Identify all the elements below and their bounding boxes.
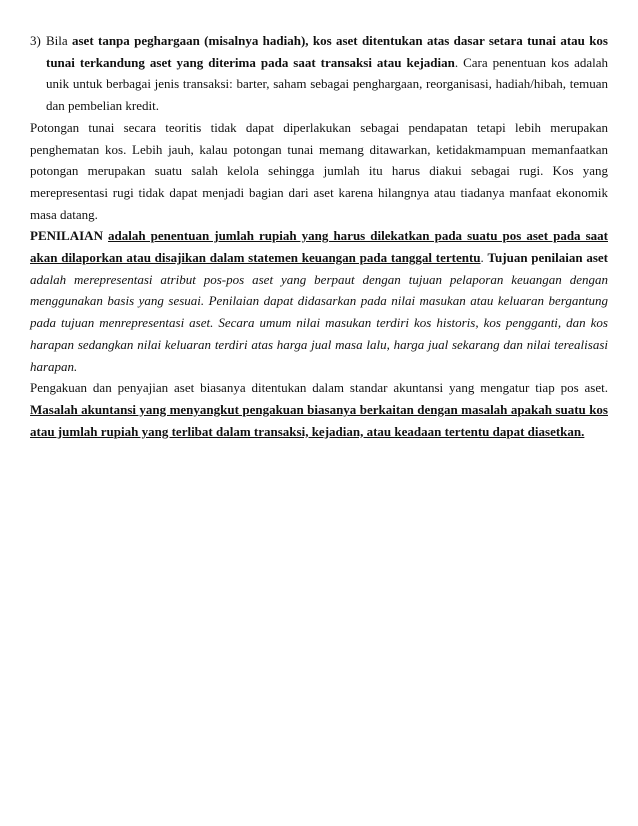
paragraph-penilaian bbox=[30, 225, 608, 377]
penilaian-definition: adalah penentuan jumlah rupiah yang harus dilekatkan pada suatu pos aset pada saat akan dilaporkan atau disajikan dalam statemen keuangan pada tanggal tertentu bbox=[30, 228, 608, 266]
list-number: 3) bbox=[30, 33, 41, 48]
list-item-3 bbox=[30, 30, 608, 117]
penilaian-term: PENILAIAN bbox=[30, 228, 103, 244]
item3-rest: . Cara penentuan kos adalah unik untuk berbagai jenis transaksi: barter, saham sebagai penghargaan, reorganisasi, hadiah/hibah, temuan dan pembelian kredit. bbox=[46, 54, 608, 114]
pengakuan-text: Pengakuan dan penyajian aset biasanya ditentukan dalam standar akuntansi yang mengatur tiap pos aset. bbox=[30, 380, 608, 396]
pengakuan-bold-statement: Masalah akuntansi yang menyangkut pengakuan biasanya berkaitan dengan masalah apakah suatu kos atau jumlah rupiah yang terlibat dalam transaksi, kejadian, atau keadaan tertentu dapat diasetkan. bbox=[30, 401, 608, 439]
tujuan-penilaian-label: Tujuan penilaian aset bbox=[487, 250, 608, 266]
potongan-text: Potongan tunai secara teoritis tidak dapat diperlakukan sebagai pendapatan tetapi lebih merupakan penghematan kos. Lebih jauh, kalau potongan tunai memang ditawarkan, ketidakmampuan memanfaatkan potongan merupakan suatu salah kelola sehingga jumlah itu harus diakui sebagai rugi. Kos yang merepresentasi rugi tidak dapat menjadi bagian dari aset karena hilangnya atau tiadanya manfaat ekonomik masa datang. bbox=[30, 119, 608, 222]
penilaian-italic-text: adalah merepresentasi atribut pos-pos aset yang berpaut dengan tujuan pelaporan keuangan dengan menggunakan basis yang sesuai. Penilaian dapat didasarkan pada nilai masukan atau keluaran bergantung pada tujuan menrepresentasi aset. Secara umum nilai masukan terdiri kos historis, kos pengganti, dan kos harapan sedangkan nilai keluaran terdiri atas harga jual masa lalu, harga jual sekarang dan nilai terealisasi harapan. bbox=[30, 271, 608, 374]
item3-bold-statement: aset tanpa peghargaan (misalnya hadiah), kos aset ditentukan atas dasar setara tunai atau kos tunai terkandung aset yang diterima pada saat transaksi atau kejadian bbox=[46, 33, 608, 70]
penilaian-separator: . bbox=[480, 250, 488, 266]
item3-intro: Bila bbox=[46, 33, 72, 48]
paragraph-potongan-tunai bbox=[30, 117, 608, 226]
paragraph-pengakuan bbox=[30, 377, 608, 442]
